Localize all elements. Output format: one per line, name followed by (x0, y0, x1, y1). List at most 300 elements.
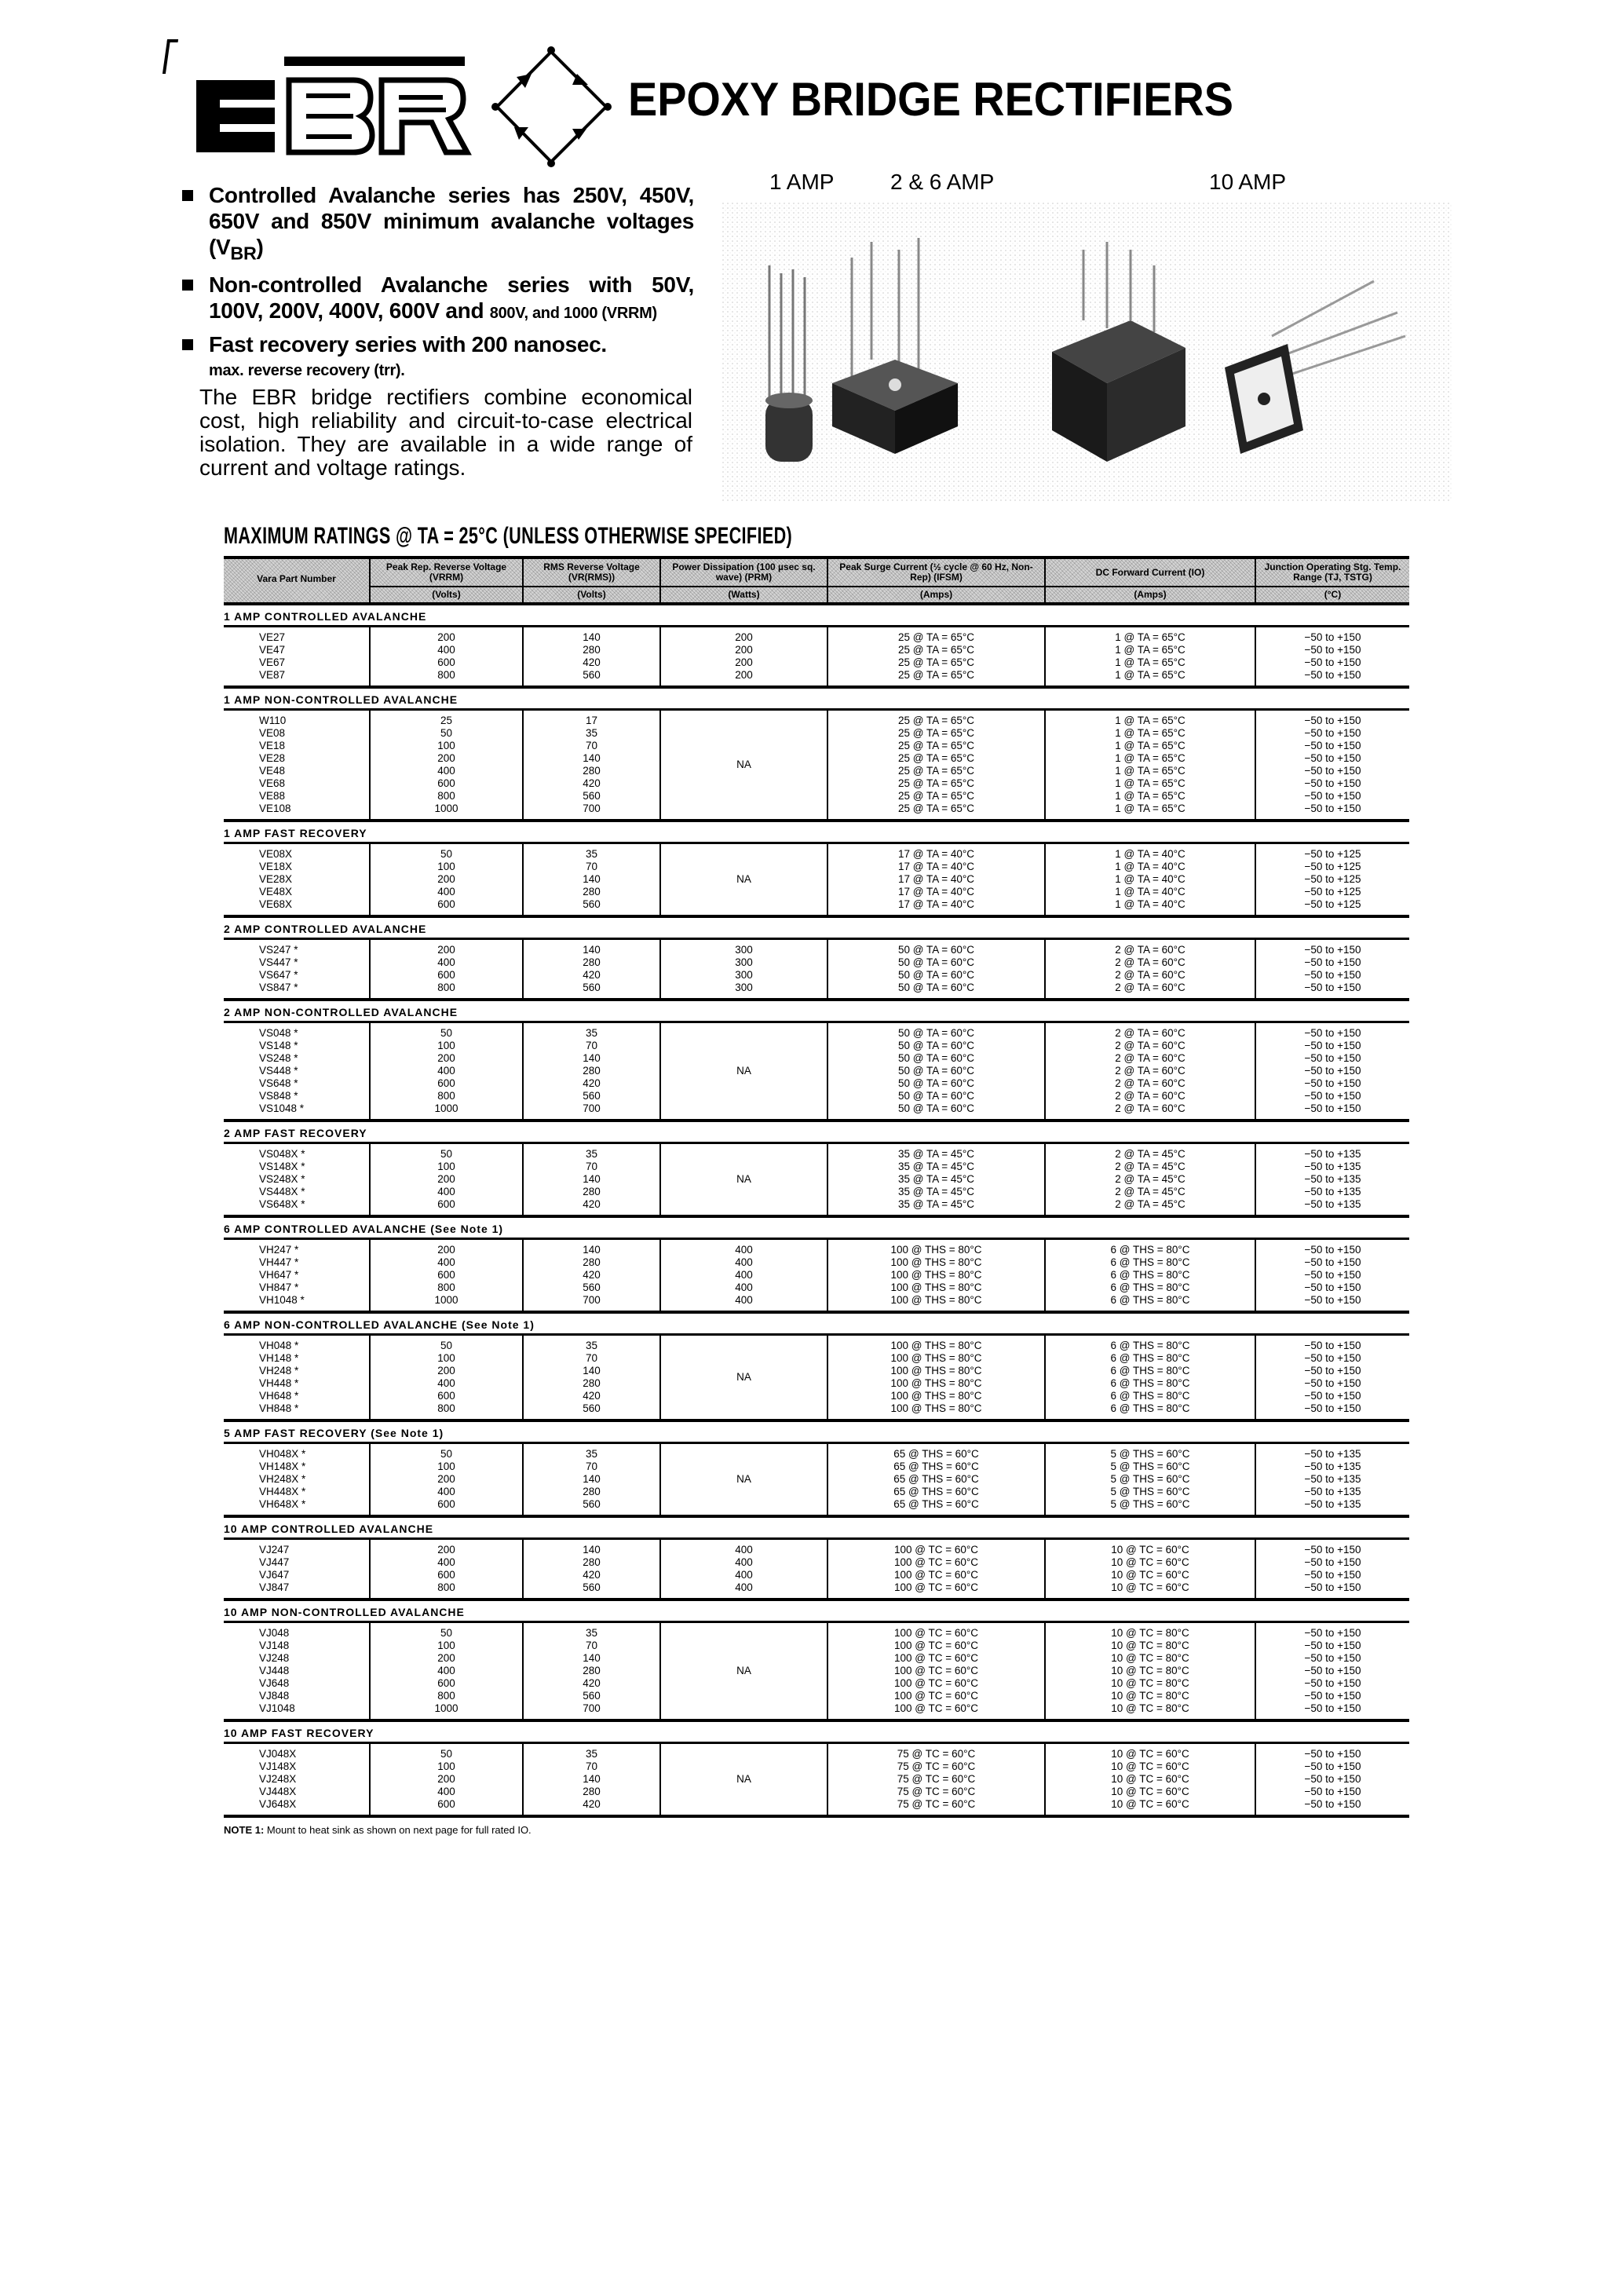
table-cell: 100 @ TC = 60°C (893, 1690, 979, 1702)
table-cell: 50 (440, 1448, 453, 1460)
column-header (1255, 559, 1409, 602)
table-cell: −50 to +150 (1304, 1786, 1361, 1797)
table-cell: 140 (583, 1052, 601, 1064)
table-cell: 10 @ TC = 80°C (1111, 1627, 1189, 1639)
part-number: VJ148 (259, 1640, 290, 1651)
table-cell: 420 (583, 1677, 601, 1689)
table-cell: 400 (735, 1244, 753, 1256)
table-cell: 6 @ THS = 80°C (1110, 1390, 1190, 1402)
table-cell: 400 (735, 1281, 753, 1293)
table-cell: 100 @ THS = 80°C (890, 1365, 982, 1377)
table-cell: 35 (585, 1627, 598, 1639)
part-number: VE27 (259, 631, 286, 643)
column-header-unit: (Amps) (1046, 586, 1255, 602)
part-number: VE08X (259, 848, 293, 860)
table-column (369, 940, 522, 998)
table-column (369, 1744, 522, 1815)
part-number: VH048X * (259, 1448, 306, 1460)
table-cell: 65 @ THS = 60°C (893, 1473, 979, 1485)
table-cell: −50 to +150 (1304, 1677, 1361, 1689)
table-cell: 200 (437, 1473, 455, 1485)
table-cell: 300 (735, 944, 753, 956)
table-cell: 10 @ TC = 60°C (1111, 1748, 1189, 1760)
table-column (224, 711, 369, 819)
table-cell: 5 @ THS = 60°C (1110, 1461, 1190, 1472)
table-cell: −50 to +150 (1304, 1581, 1361, 1593)
table-section (224, 1006, 1409, 1122)
table-cell: 200 (735, 669, 753, 681)
table-cell: 560 (583, 1402, 601, 1414)
table-cell: 25 @ TA = 65°C (897, 803, 975, 814)
bullet-square-icon (182, 339, 193, 350)
table-cell: 400 (437, 1486, 455, 1497)
table-cell: 140 (583, 1173, 601, 1185)
table-cell: 1 @ TA = 40°C (1115, 898, 1185, 910)
table-cell: 6 @ THS = 80°C (1110, 1269, 1190, 1281)
table-cell: 2 @ TA = 45°C (1115, 1198, 1185, 1210)
column-header-label: Junction Operating Stg. Temp. Range (TJ, TSTG) (1264, 561, 1401, 583)
table-cell: 70 (585, 1352, 598, 1364)
section-title: 6 AMP NON-CONTROLLED AVALANCHE (See Note 1) (224, 1318, 535, 1331)
table-column (1044, 1144, 1255, 1215)
table-cell: 400 (735, 1569, 753, 1581)
part-number: VS148X * (259, 1161, 305, 1172)
table-cell: 100 @ TC = 60°C (893, 1569, 979, 1581)
table-cell: −50 to +150 (1304, 1294, 1361, 1306)
column-header-label: Vara Part Number (257, 573, 336, 584)
part-number: VS248X * (259, 1173, 305, 1185)
table-cell: 75 @ TC = 60°C (897, 1773, 976, 1785)
table-cell: −50 to +150 (1304, 956, 1361, 968)
column-header-label: Peak Rep. Reverse Voltage (VRRM) (385, 561, 507, 583)
part-number: VS048X * (259, 1148, 305, 1160)
table-cell: 400 (437, 1556, 455, 1568)
table-cell: −50 to +150 (1304, 944, 1361, 956)
part-number: VE68X (259, 898, 293, 910)
table-cell: 25 @ TA = 65°C (897, 715, 975, 726)
table-cell: 5 @ THS = 60°C (1110, 1498, 1190, 1510)
table-cell: 25 @ TA = 65°C (897, 669, 975, 681)
table-column (224, 1144, 369, 1215)
table-column (1044, 844, 1255, 915)
table-column (224, 1023, 369, 1119)
section-title: 10 AMP NON-CONTROLLED AVALANCHE (224, 1606, 465, 1618)
table-column (1255, 1336, 1409, 1419)
section-rows (224, 1742, 1409, 1818)
table-cell: 50 @ TA = 60°C (897, 1065, 975, 1077)
table-cell: 600 (437, 777, 455, 789)
table-cell: 65 @ THS = 60°C (893, 1486, 979, 1497)
table-column (369, 1623, 522, 1719)
table-column (224, 627, 369, 686)
table-cell: 2 @ TA = 45°C (1115, 1173, 1185, 1185)
table-cell: 50 @ TA = 60°C (897, 1090, 975, 1102)
feature-item (182, 272, 694, 327)
table-cell: 17 @ TA = 40°C (897, 886, 975, 898)
table-cell: 280 (583, 1256, 601, 1268)
table-cell: 50 @ TA = 60°C (897, 969, 975, 981)
table-cell: −50 to +135 (1304, 1448, 1361, 1460)
table-cell: 1 @ TA = 65°C (1115, 803, 1185, 814)
table-cell: 50 (440, 1148, 453, 1160)
table-section (224, 693, 1409, 822)
table-cell: 200 (735, 656, 753, 668)
table-column (1044, 1240, 1255, 1311)
table-cell: 1 @ TA = 65°C (1115, 790, 1185, 802)
table-column (827, 844, 1044, 915)
part-number: VS647 * (259, 969, 298, 981)
table-cell: 100 (437, 861, 455, 872)
table-cell: −50 to +135 (1304, 1498, 1361, 1510)
table-column (522, 1444, 659, 1515)
table-section (224, 1427, 1409, 1518)
part-number: VH148 * (259, 1352, 299, 1364)
ratings-table (224, 556, 1409, 1818)
table-cell: −50 to +150 (1304, 765, 1361, 777)
part-number: VH048 * (259, 1340, 299, 1351)
table-cell: 100 @ THS = 80°C (890, 1294, 982, 1306)
table-cell: 100 (437, 1461, 455, 1472)
part-number: VJ148X (259, 1760, 297, 1772)
table-column (659, 627, 827, 686)
table-column (1044, 627, 1255, 686)
feature-item (182, 331, 694, 381)
table-cell: 800 (437, 1090, 455, 1102)
table-cell: −50 to +150 (1304, 669, 1361, 681)
column-header-unit: (Volts) (524, 586, 659, 602)
table-cell: −50 to +150 (1304, 1077, 1361, 1089)
part-number: VH847 * (259, 1281, 299, 1293)
table-cell: 100 @ TC = 60°C (893, 1581, 979, 1593)
table-cell: 35 @ TA = 45°C (897, 1186, 975, 1197)
table-cell: −50 to +150 (1304, 1269, 1361, 1281)
ratings-title: MAXIMUM RATINGS @ TA = 25°C (UNLESS OTHERWISE SPECIFIED) (224, 523, 793, 549)
table-column (522, 844, 659, 915)
table-cell: −50 to +150 (1304, 715, 1361, 726)
table-cell: 25 @ TA = 65°C (897, 644, 975, 656)
table-cell: 35 @ TA = 45°C (897, 1148, 975, 1160)
part-number: VE18X (259, 861, 293, 872)
section-rows (224, 1021, 1409, 1122)
table-cell: 400 (437, 956, 455, 968)
photo-label-1-amp: 1 AMP (769, 170, 835, 194)
table-cell: 70 (585, 861, 598, 872)
table-column (522, 940, 659, 998)
table-column (1255, 1023, 1409, 1119)
table-cell: 1 @ TA = 65°C (1115, 727, 1185, 739)
table-cell: 400 (437, 644, 455, 656)
table-column (369, 844, 522, 915)
table-cell: −50 to +150 (1304, 969, 1361, 981)
table-cell: 280 (583, 1377, 601, 1389)
part-number: VE08 (259, 727, 286, 739)
table-cell: 200 (437, 752, 455, 764)
part-number: VE28X (259, 873, 293, 885)
table-column (522, 1144, 659, 1215)
table-cell: −50 to +150 (1304, 1244, 1361, 1256)
table-cell: −50 to +150 (1304, 1569, 1361, 1581)
table-cell: −50 to +150 (1304, 752, 1361, 764)
table-cell: 400 (437, 1256, 455, 1268)
table-cell: 2 @ TA = 60°C (1115, 1052, 1185, 1064)
table-cell: 100 @ TC = 60°C (893, 1640, 979, 1651)
table-cell: 10 @ TC = 60°C (1111, 1544, 1189, 1556)
table-column (1255, 844, 1409, 915)
table-cell: 2 @ TA = 45°C (1115, 1148, 1185, 1160)
table-cell: 100 @ THS = 80°C (890, 1352, 982, 1364)
table-cell: 10 @ TC = 60°C (1111, 1581, 1189, 1593)
table-cell: 400 (735, 1294, 753, 1306)
section-title: 5 AMP FAST RECOVERY (See Note 1) (224, 1427, 444, 1439)
table-column (369, 1540, 522, 1598)
table-cell: 560 (583, 1690, 601, 1702)
part-number: VE48X (259, 886, 293, 898)
table-cell: 280 (583, 956, 601, 968)
part-number: VS248 * (259, 1052, 298, 1064)
section-rows (224, 708, 1409, 822)
power-dissipation-na: NA (736, 873, 751, 885)
table-section (224, 923, 1409, 1001)
table-cell: 6 @ THS = 80°C (1110, 1377, 1190, 1389)
table-column (369, 1444, 522, 1515)
table-cell: 75 @ TC = 60°C (897, 1760, 976, 1772)
table-cell: 50 (440, 727, 453, 739)
table-cell: 65 @ THS = 60°C (893, 1448, 979, 1460)
table-cell: 2 @ TA = 60°C (1115, 1040, 1185, 1051)
table-column (827, 1240, 1044, 1311)
column-header-label: RMS Reverse Voltage (VR(RMS)) (543, 561, 640, 583)
part-number: VS1048 * (259, 1102, 305, 1114)
table-column (659, 1444, 827, 1515)
table-cell: −50 to +150 (1304, 1390, 1361, 1402)
table-column (522, 1336, 659, 1419)
table-cell: 2 @ TA = 60°C (1115, 1065, 1185, 1077)
section-rows (224, 1238, 1409, 1314)
table-cell: 1 @ TA = 65°C (1115, 765, 1185, 777)
feature-text: Controlled Avalanche series has 250V, 450V, 650V and 850V minimum avalanche voltages (V (209, 183, 694, 259)
table-cell: 600 (437, 1198, 455, 1210)
table-cell: −50 to +150 (1304, 1748, 1361, 1760)
part-number: VE47 (259, 644, 286, 656)
table-column (1255, 1240, 1409, 1311)
table-cell: 560 (583, 1498, 601, 1510)
table-column (827, 940, 1044, 998)
table-cell: 100 @ THS = 80°C (890, 1402, 982, 1414)
part-number: VJ048 (259, 1627, 290, 1639)
table-column (1255, 940, 1409, 998)
section-title: 6 AMP CONTROLLED AVALANCHE (See Note 1) (224, 1223, 504, 1235)
table-cell: 800 (437, 982, 455, 993)
part-number: VJ248X (259, 1773, 297, 1785)
table-cell: −50 to +125 (1304, 886, 1361, 898)
part-number: VJ648 (259, 1677, 290, 1689)
feature-small-text: 800V, and 1000 (VRRM) (489, 304, 657, 322)
table-cell: 50 @ TA = 60°C (897, 982, 975, 993)
table-cell: 100 (437, 1161, 455, 1172)
table-cell: 35 (585, 848, 598, 860)
table-cell: 1000 (434, 1102, 458, 1114)
table-cell: 2 @ TA = 60°C (1115, 1090, 1185, 1102)
table-cell: 10 @ TC = 80°C (1111, 1677, 1189, 1689)
table-cell: 200 (437, 873, 455, 885)
table-column (1044, 1336, 1255, 1419)
power-dissipation-na: NA (736, 759, 751, 770)
table-column (1044, 1444, 1255, 1515)
column-header (659, 559, 827, 602)
table-column (369, 711, 522, 819)
table-cell: 1 @ TA = 40°C (1115, 886, 1185, 898)
table-cell: −50 to +125 (1304, 898, 1361, 910)
part-number: VE88 (259, 790, 286, 802)
table-cell: 600 (437, 1569, 455, 1581)
table-cell: 1 @ TA = 65°C (1115, 777, 1185, 789)
column-header (827, 559, 1044, 602)
table-column (224, 1540, 369, 1598)
part-number: VS848 * (259, 1090, 298, 1102)
table-cell: 600 (437, 1077, 455, 1089)
table-cell: 400 (437, 1786, 455, 1797)
table-column (369, 1023, 522, 1119)
ebr-logo (196, 57, 479, 159)
table-cell: 70 (585, 1461, 598, 1472)
feature-text: Non-controlled Avalanche series with 50V, 100V, 200V, 400V, 600V and (209, 272, 694, 323)
table-cell: 140 (583, 1773, 601, 1785)
table-column (224, 1444, 369, 1515)
table-cell: 10 @ TC = 80°C (1111, 1702, 1189, 1714)
table-cell: 17 @ TA = 40°C (897, 861, 975, 872)
table-cell: −50 to +150 (1304, 1352, 1361, 1364)
table-column (659, 711, 827, 819)
table-cell: 420 (583, 1269, 601, 1281)
table-cell: 100 @ THS = 80°C (890, 1256, 982, 1268)
table-cell: −50 to +150 (1304, 1377, 1361, 1389)
table-cell: 6 @ THS = 80°C (1110, 1352, 1190, 1364)
part-number: VE48 (259, 765, 286, 777)
table-cell: 17 @ TA = 40°C (897, 898, 975, 910)
table-cell: 280 (583, 765, 601, 777)
table-cell: 10 @ TC = 60°C (1111, 1798, 1189, 1810)
table-cell: 420 (583, 1077, 601, 1089)
table-cell: 200 (437, 944, 455, 956)
intro-paragraph: The EBR bridge rectifiers combine economical cost, high reliability and circuit-to-case electrical isolation. They are available in a wide range of current and voltage ratings. (199, 384, 692, 480)
table-cell: 400 (437, 886, 455, 898)
table-cell: 25 @ TA = 65°C (897, 631, 975, 643)
section-rows (224, 842, 1409, 918)
table-cell: 50 @ TA = 60°C (897, 956, 975, 968)
table-cell: 2 @ TA = 60°C (1115, 982, 1185, 993)
table-column (1255, 1744, 1409, 1815)
table-cell: −50 to +150 (1304, 803, 1361, 814)
table-cell: 100 @ TC = 60°C (893, 1652, 979, 1664)
section-title: 2 AMP NON-CONTROLLED AVALANCHE (224, 1006, 458, 1018)
table-cell: −50 to +150 (1304, 1702, 1361, 1714)
table-cell: 280 (583, 1786, 601, 1797)
table-column (659, 940, 827, 998)
table-cell: 280 (583, 886, 601, 898)
table-cell: 2 @ TA = 60°C (1115, 969, 1185, 981)
photo-label-10-amp: 10 AMP (1209, 170, 1287, 194)
table-column (1044, 711, 1255, 819)
table-cell: 300 (735, 969, 753, 981)
table-cell: 600 (437, 1798, 455, 1810)
table-column (659, 1540, 827, 1598)
table-cell: 400 (735, 1256, 753, 1268)
table-column (369, 1240, 522, 1311)
table-column (1255, 1623, 1409, 1719)
table-cell: 400 (437, 1377, 455, 1389)
table-cell: 1000 (434, 1702, 458, 1714)
section-rows (224, 1442, 1409, 1518)
table-cell: 1 @ TA = 40°C (1115, 848, 1185, 860)
column-header (224, 559, 369, 602)
table-cell: 600 (437, 1498, 455, 1510)
feature-note: max. reverse recovery (trr). (209, 361, 405, 379)
table-cell: 50 (440, 848, 453, 860)
table-section (224, 1223, 1409, 1314)
table-column (1255, 1444, 1409, 1515)
table-column (522, 1240, 659, 1311)
table-cell: 25 @ TA = 65°C (897, 790, 975, 802)
table-column (522, 1540, 659, 1598)
table-header (224, 556, 1409, 605)
section-rows (224, 1621, 1409, 1722)
table-column (827, 711, 1044, 819)
section-title: 1 AMP NON-CONTROLLED AVALANCHE (224, 693, 458, 706)
table-cell: 600 (437, 656, 455, 668)
table-cell: 10 @ TC = 80°C (1111, 1665, 1189, 1676)
table-cell: 50 @ TA = 60°C (897, 1052, 975, 1064)
table-cell: 25 @ TA = 65°C (897, 740, 975, 751)
table-cell: 25 @ TA = 65°C (897, 727, 975, 739)
table-cell: −50 to +150 (1304, 1690, 1361, 1702)
table-cell: 140 (583, 1544, 601, 1556)
section-rows (224, 938, 1409, 1001)
table-cell: −50 to +150 (1304, 631, 1361, 643)
footnote-label: NOTE 1: (224, 1824, 265, 1836)
table-cell: −50 to +150 (1304, 1027, 1361, 1039)
table-cell: −50 to +150 (1304, 1281, 1361, 1293)
table-cell: 200 (437, 1652, 455, 1664)
column-header-unit: (Amps) (828, 586, 1044, 602)
table-cell: 200 (437, 1773, 455, 1785)
footnote-text: Mount to heat sink as shown on next page for full rated IO. (266, 1824, 532, 1836)
table-cell: 65 @ THS = 60°C (893, 1461, 979, 1472)
table-cell: 280 (583, 1665, 601, 1676)
table-cell: 100 (437, 740, 455, 751)
table-cell: 2 @ TA = 60°C (1115, 1102, 1185, 1114)
column-header (369, 559, 522, 602)
part-number: VS448 * (259, 1065, 298, 1077)
table-column (1255, 711, 1409, 819)
table-cell: 560 (583, 669, 601, 681)
table-cell: −50 to +125 (1304, 861, 1361, 872)
table-cell: 1 @ TA = 65°C (1115, 752, 1185, 764)
part-number: VH248 * (259, 1365, 299, 1377)
table-cell: −50 to +150 (1304, 982, 1361, 993)
table-cell: −50 to +135 (1304, 1186, 1361, 1197)
table-cell: −50 to +125 (1304, 848, 1361, 860)
table-cell: −50 to +150 (1304, 1556, 1361, 1568)
table-cell: 420 (583, 1569, 601, 1581)
product-photo (722, 203, 1452, 501)
table-cell: 1 @ TA = 40°C (1115, 873, 1185, 885)
table-cell: 560 (583, 790, 601, 802)
table-cell: 700 (583, 803, 601, 814)
table-cell: 100 @ THS = 80°C (890, 1244, 982, 1256)
table-cell: 10 @ TC = 60°C (1111, 1760, 1189, 1772)
table-cell: −50 to +150 (1304, 1402, 1361, 1414)
table-cell: 2 @ TA = 45°C (1115, 1186, 1185, 1197)
